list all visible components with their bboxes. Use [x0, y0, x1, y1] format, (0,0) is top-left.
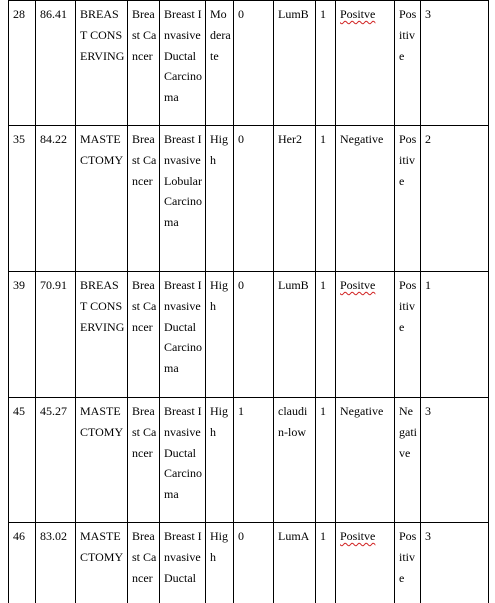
table-row: [9, 523, 489, 603]
cell-subtype: LumA: [274, 523, 316, 603]
cell-grade: 3: [421, 398, 489, 523]
cell-cellularity: High: [206, 523, 234, 603]
cell-cohort: 1: [316, 272, 336, 398]
cell-er-ihc: Positive: [395, 1, 421, 126]
cell-surgery-type: MASTECTOMY: [76, 398, 128, 523]
cell-er-ihc: Positive: [395, 523, 421, 603]
cell-surgery-type: MASTECTOMY: [76, 523, 128, 603]
cell-age: 83.02: [36, 523, 76, 603]
cell-subtype: LumB: [274, 272, 316, 398]
cell-cancer-detail: Breast Invasive Ductal Carcinoma: [160, 398, 206, 523]
cell-id: 35: [9, 126, 36, 272]
cell-surgery-type: MASTECTOMY: [76, 126, 128, 272]
cell-cancer-type: Breast Cancer: [128, 398, 160, 523]
cell-id: 39: [9, 272, 36, 398]
cell-age: 70.91: [36, 272, 76, 398]
table-row: [9, 272, 489, 398]
table-row: [9, 1, 489, 126]
cell-er-ihc: Negative: [395, 398, 421, 523]
cell-er-status-text: Positve: [340, 7, 376, 21]
cell-cancer-type: Breast Cancer: [128, 1, 160, 126]
cell-chemotherapy: 1: [234, 398, 274, 523]
cell-id: 28: [9, 1, 36, 126]
cell-grade: 3: [421, 1, 489, 126]
cell-grade: 1: [421, 272, 489, 398]
cell-er-status: [336, 272, 395, 398]
cell-subtype: Her2: [274, 126, 316, 272]
cell-age: 86.41: [36, 1, 76, 126]
cell-er-status-text: Positve: [340, 278, 376, 292]
cell-er-status: Negative: [336, 398, 395, 523]
cell-er-status: Negative: [336, 126, 395, 272]
cell-cellularity: Moderate: [206, 1, 234, 126]
cell-cohort: 1: [316, 398, 336, 523]
table-row: [9, 126, 489, 272]
cell-er-status: [336, 523, 395, 603]
cell-id: 46: [9, 523, 36, 603]
cell-cancer-detail: Breast Invasive Ductal Carcinoma: [160, 272, 206, 398]
cell-surgery-type: BREAST CONSERVING: [76, 1, 128, 126]
cell-cellularity: High: [206, 398, 234, 523]
cell-chemotherapy: 0: [234, 272, 274, 398]
cell-cancer-type: Breast Cancer: [128, 523, 160, 603]
cell-cohort: 1: [316, 126, 336, 272]
cell-chemotherapy: 0: [234, 523, 274, 603]
cell-age: 45.27: [36, 398, 76, 523]
cell-cancer-type: Breast Cancer: [128, 126, 160, 272]
cell-age: 84.22: [36, 126, 76, 272]
cell-er-status: [336, 1, 395, 126]
cell-grade: 2: [421, 126, 489, 272]
cell-id: 45: [9, 398, 36, 523]
patient-data-table: [8, 0, 489, 603]
cell-subtype: LumB: [274, 1, 316, 126]
cell-cohort: 1: [316, 1, 336, 126]
cell-subtype: claudin-low: [274, 398, 316, 523]
cell-surgery-type: BREAST CONSERVING: [76, 272, 128, 398]
table-row: [9, 398, 489, 523]
cell-cancer-detail: Breast Invasive Ductal Carcinoma: [160, 1, 206, 126]
cell-cohort: 1: [316, 523, 336, 603]
cell-er-ihc: Positive: [395, 126, 421, 272]
cell-cellularity: High: [206, 126, 234, 272]
cell-er-status-text: Positve: [340, 529, 376, 543]
cell-grade: 3: [421, 523, 489, 603]
cell-cancer-detail: Breast Invasive Lobular Carcinoma: [160, 126, 206, 272]
cell-er-ihc: Positive: [395, 272, 421, 398]
cell-chemotherapy: 0: [234, 126, 274, 272]
cell-cancer-detail: Breast Invasive Ductal: [160, 523, 206, 603]
cell-cellularity: High: [206, 272, 234, 398]
cell-chemotherapy: 0: [234, 1, 274, 126]
cell-cancer-type: Breast Cancer: [128, 272, 160, 398]
